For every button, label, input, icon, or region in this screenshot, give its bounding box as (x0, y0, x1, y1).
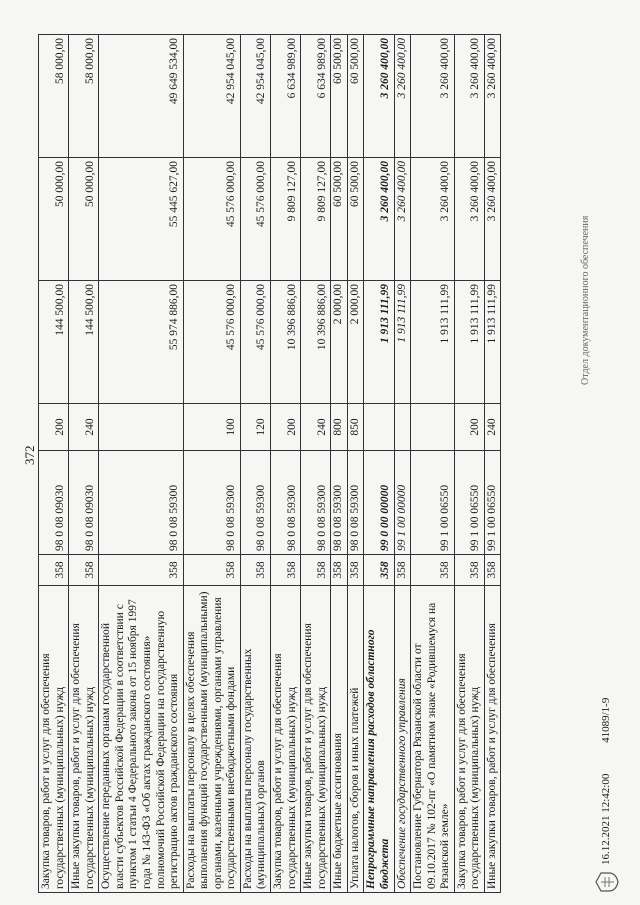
page-number: 372 (22, 445, 37, 465)
cell-a2: 60 500,00 (347, 158, 364, 281)
cell-a2: 50 000,00 (69, 158, 99, 281)
cell-a3: 3 260 400,00 (411, 35, 455, 158)
cell-cs: 98 0 08 09030 (69, 451, 99, 555)
cell-name: Иные закупки товаров, работ и услуг для обеспечения (484, 586, 501, 893)
cell-cs: 99 1 00 00000 (394, 451, 411, 555)
table-row (301, 35, 331, 893)
cell-name: Иные бюджетные ассигнования (331, 586, 348, 893)
cell-vr: 200 (271, 404, 301, 451)
cell-a2: 9 809 127,00 (271, 158, 301, 281)
cell-vr: 850 (347, 404, 364, 451)
cell-vr (411, 404, 455, 451)
cell-a3: 42 954 045,00 (183, 35, 240, 158)
cell-name: Осуществление переданных органам государственной власти субъектов Российской Федерации в соответствии с пунктом 1 статьи 4 Федерального закона от 15 ноября 1997 года № 143-ФЗ «Об актах гражданского состояния» полномочий Российской Федерации на государственную регистрацию актов гражданского состояния (99, 586, 183, 893)
table-row (183, 35, 240, 893)
cell-cs: 98 0 08 59300 (240, 451, 270, 555)
cell-vr: 100 (183, 404, 240, 451)
cell-a2: 55 445 627,00 (99, 158, 183, 281)
cell-cs: 99 1 00 06550 (454, 451, 484, 555)
cell-a3: 3 260 400,00 (484, 35, 501, 158)
cell-cs: 98 0 08 09030 (39, 451, 69, 555)
cell-a3: 6 634 989,00 (271, 35, 301, 158)
cell-code: 358 (484, 555, 501, 586)
table-row (39, 35, 69, 893)
cell-a3: 60 500,00 (347, 35, 364, 158)
table-row (484, 35, 501, 893)
cell-a3: 3 260 400,00 (394, 35, 411, 158)
cell-a3: 42 954 045,00 (240, 35, 270, 158)
cell-code: 358 (411, 555, 455, 586)
cell-a1: 1 913 111,99 (394, 281, 411, 404)
cell-a1: 1 913 111,99 (364, 281, 394, 404)
cell-name: Обеспечение государственного управления (394, 586, 411, 893)
cell-vr: 200 (39, 404, 69, 451)
cell-name: Закупка товаров, работ и услуг для обеспечения государственных (муниципальных) нужд (454, 586, 484, 893)
cell-a3: 6 634 989,00 (301, 35, 331, 158)
cell-vr: 800 (331, 404, 348, 451)
cell-code: 358 (301, 555, 331, 586)
cell-a1: 45 576 000,00 (240, 281, 270, 404)
cell-code: 358 (69, 555, 99, 586)
cell-name: Расходы на выплаты персоналу в целях обеспечения выполнения функций государственными (муниципальными) органами, казенными учреждениями, органами управления государственными внебюджетными фондами (183, 586, 240, 893)
footer-doc-id: 41089/1-9 (600, 697, 612, 743)
cell-code: 358 (183, 555, 240, 586)
cell-vr: 240 (69, 404, 99, 451)
cell-code: 358 (347, 555, 364, 586)
cell-a3: 3 260 400,00 (364, 35, 394, 158)
cell-a2: 3 260 400,00 (411, 158, 455, 281)
cell-cs: 98 0 08 59300 (331, 451, 348, 555)
cell-a1: 1 913 111,99 (454, 281, 484, 404)
table-row (240, 35, 270, 893)
cell-cs: 99 1 00 06550 (484, 451, 501, 555)
cell-a1: 2 000,00 (331, 281, 348, 404)
cell-a3: 3 260 400,00 (454, 35, 484, 158)
cell-code: 358 (394, 555, 411, 586)
cell-vr (364, 404, 394, 451)
cell-name: Расходы на выплаты персоналу государственных (муниципальных) органов (240, 586, 270, 893)
cell-vr: 240 (301, 404, 331, 451)
cell-a1: 144 500,00 (69, 281, 99, 404)
cell-vr: 200 (454, 404, 484, 451)
cell-a2: 3 260 400,00 (484, 158, 501, 281)
cell-code: 358 (364, 555, 394, 586)
cell-code: 358 (39, 555, 69, 586)
cell-code: 358 (454, 555, 484, 586)
table-row (331, 35, 348, 893)
cell-a2: 3 260 400,00 (454, 158, 484, 281)
cell-a1: 1 913 111,99 (484, 281, 501, 404)
cell-name: Уплата налогов, сборов и иных платежей (347, 586, 364, 893)
table-row (411, 35, 455, 893)
cell-vr: 240 (484, 404, 501, 451)
table-row (454, 35, 484, 893)
cell-a1: 55 974 886,00 (99, 281, 183, 404)
budget-table (38, 34, 501, 893)
footer (600, 670, 612, 865)
cell-a2: 45 576 000,00 (240, 158, 270, 281)
table-row (364, 35, 394, 893)
cell-name: Иные закупки товаров, работ и услуг для обеспечения государственных (муниципальных) нужд (69, 586, 99, 893)
cell-code: 358 (99, 555, 183, 586)
cell-a2: 3 260 400,00 (364, 158, 394, 281)
cell-cs: 98 0 08 59300 (271, 451, 301, 555)
cell-a3: 58 000,00 (69, 35, 99, 158)
cell-a1: 144 500,00 (39, 281, 69, 404)
cell-a3: 58 000,00 (39, 35, 69, 158)
cell-name: Постановление Губернатора Рязанской области от 09.10.2017 № 102-пг «О памятном знаке «Родившемуся на Рязанской земле» (411, 586, 455, 893)
cell-a3: 49 649 534,00 (99, 35, 183, 158)
table-row (99, 35, 183, 893)
cell-name: Закупка товаров, работ и услуг для обеспечения государственных (муниципальных) нужд (39, 586, 69, 893)
cell-cs: 98 0 08 59300 (183, 451, 240, 555)
cell-a2: 45 576 000,00 (183, 158, 240, 281)
cell-name: Закупка товаров, работ и услуг для обеспечения государственных (муниципальных) нужд (271, 586, 301, 893)
cell-a1: 10 396 886,00 (301, 281, 331, 404)
cell-vr (394, 404, 411, 451)
cell-a1: 10 396 886,00 (271, 281, 301, 404)
cell-name: Непрограммные направления расходов областного бюджета (364, 586, 394, 893)
footer-datetime: 16.12.2021 12:42:00 (600, 773, 612, 865)
table-row (69, 35, 99, 893)
cell-a1: 45 576 000,00 (183, 281, 240, 404)
cell-cs: 98 0 08 59300 (301, 451, 331, 555)
cell-cs: 98 0 08 59300 (347, 451, 364, 555)
cell-cs: 99 0 00 00000 (364, 451, 394, 555)
table-row (394, 35, 411, 893)
cell-vr (99, 404, 183, 451)
cell-cs: 98 0 08 59300 (99, 451, 183, 555)
cell-code: 358 (331, 555, 348, 586)
cell-code: 358 (271, 555, 301, 586)
cell-name: Иные закупки товаров, работ и услуг для обеспечения государственных (муниципальных) нужд (301, 586, 331, 893)
table-row (347, 35, 364, 893)
cell-cs: 99 1 00 06550 (411, 451, 455, 555)
cell-a3: 60 500,00 (331, 35, 348, 158)
cell-a1: 1 913 111,99 (411, 281, 455, 404)
emblem-icon (595, 871, 619, 893)
cell-a1: 2 000,00 (347, 281, 364, 404)
cell-a2: 9 809 127,00 (301, 158, 331, 281)
cell-a2: 3 260 400,00 (394, 158, 411, 281)
cell-a2: 50 000,00 (39, 158, 69, 281)
cell-vr: 120 (240, 404, 270, 451)
department-stamp: Отдел документационного обеспечения (580, 215, 591, 385)
cell-a2: 60 500,00 (331, 158, 348, 281)
table-row (271, 35, 301, 893)
cell-code: 358 (240, 555, 270, 586)
